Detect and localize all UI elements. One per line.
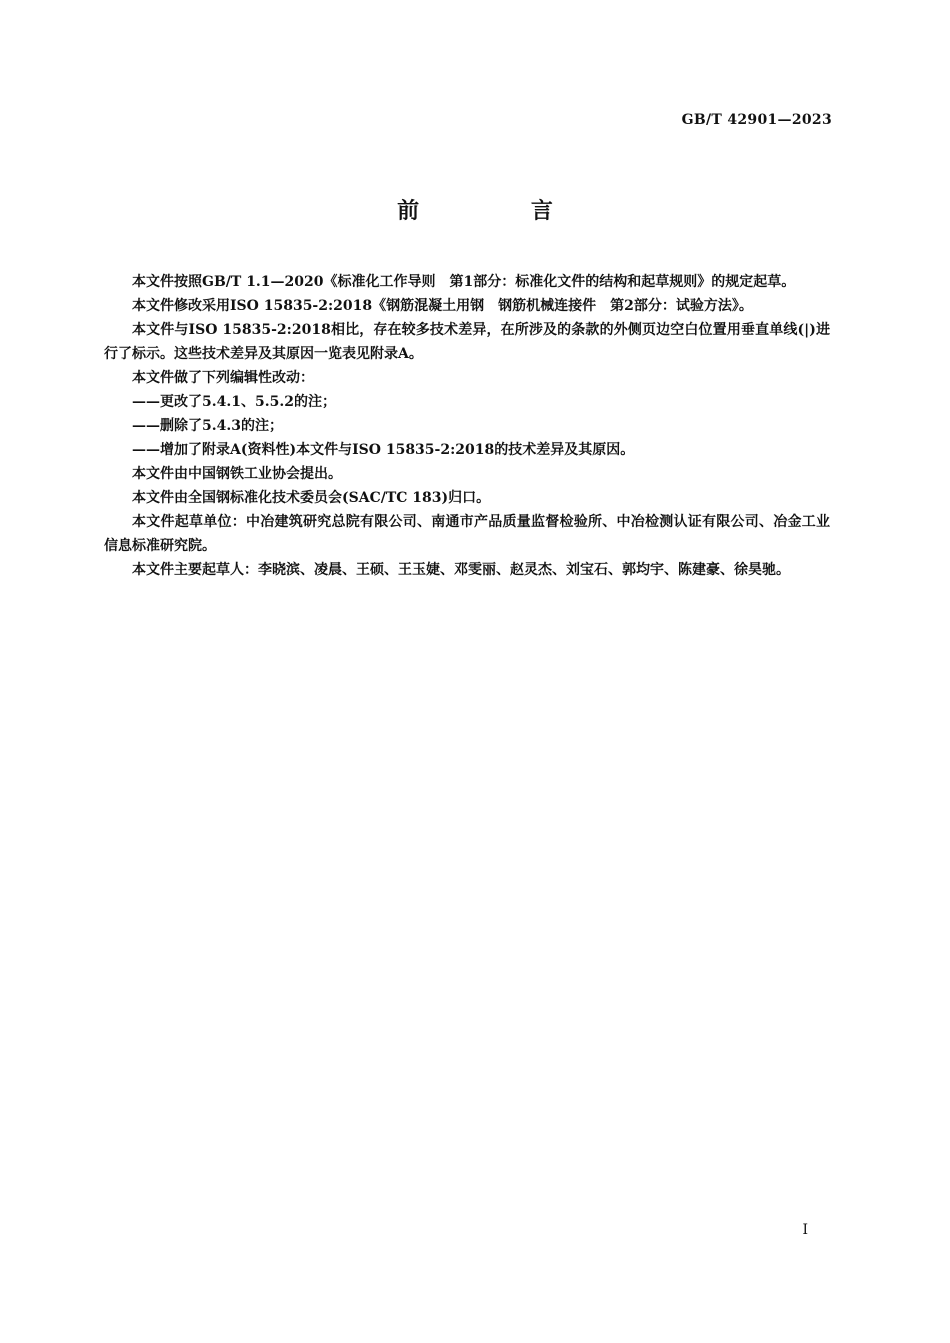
paragraph-proposed-by: 本文件由中国钢铁工业协会提出。 xyxy=(132,466,342,482)
paragraph-administered-by: 本文件由全国钢标准化技术委员会(SAC/TC 183)归口。 xyxy=(132,490,491,506)
page-title: 前 言 xyxy=(397,199,605,224)
list-item: ——更改了5.4.1、5.5.2的注； xyxy=(132,394,336,410)
paragraph-adoption: 本文件修改采用ISO 15835-2:2018《钢筋混凝土用钢 钢筋机械连接件 第2部分：试验方法》。 xyxy=(132,298,753,314)
list-item: ——增加了附录A(资料性)本文件与ISO 15835-2:2018的技术差异及其原因。 xyxy=(132,442,635,458)
page-number: I xyxy=(802,1222,808,1238)
list-item: ——删除了5.4.3的注； xyxy=(132,418,283,434)
paragraph-drafting-rules: 本文件按照GB/T 1.1—2020《标准化工作导则 第1部分：标准化文件的结构和起草规则》的规定起草。 xyxy=(132,274,796,290)
foreword-body xyxy=(104,270,830,582)
standard-code: GB/T 42901—2023 xyxy=(681,112,832,128)
paragraph-drafters: 本文件主要起草人：李晓滨、凌晨、王硕、王玉婕、邓雯丽、赵灵杰、刘宝石、郭均宇、陈建豪、徐昊驰。 xyxy=(132,562,790,578)
paragraph-technical-differences: 本文件与ISO 15835-2:2018相比，存在较多技术差异，在所涉及的条款的外侧页边空白位置用垂直单线(|)进行了标示。这些技术差异及其原因一览表见附录A。 xyxy=(104,322,830,362)
paragraph-editorial-changes-intro: 本文件做了下列编辑性改动： xyxy=(132,370,314,386)
paragraph-drafting-units: 本文件起草单位：中冶建筑研究总院有限公司、南通市产品质量监督检验所、中冶检测认证有限公司、冶金工业信息标准研究院。 xyxy=(104,514,830,554)
